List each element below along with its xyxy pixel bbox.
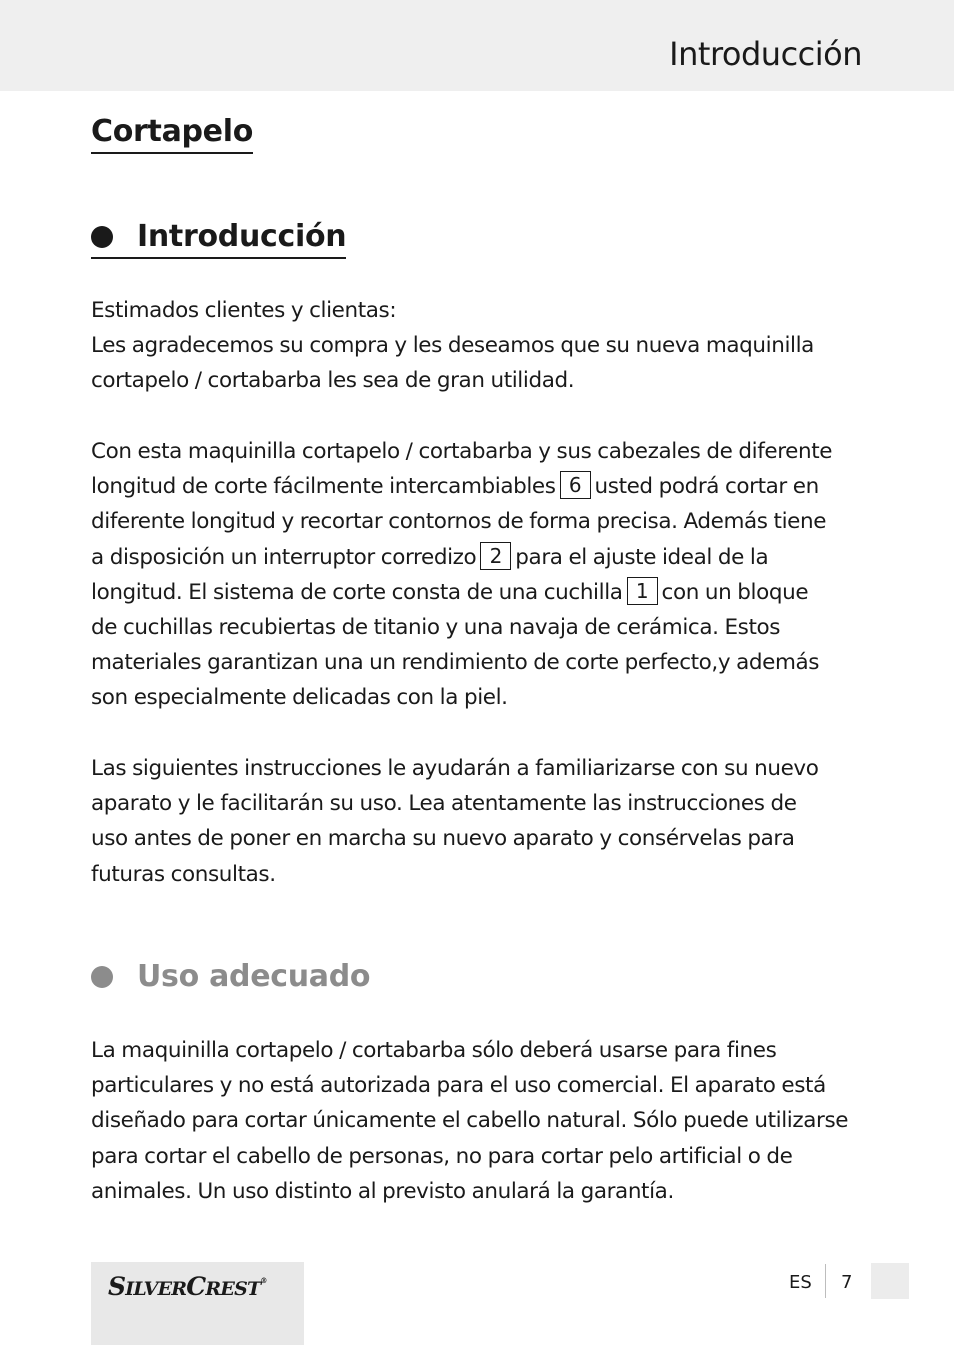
text-line: aparato y le facilitarán su uso. Lea atentamente las instrucciones de [91, 791, 797, 817]
text-line [91, 469, 863, 504]
text-line: futuras consultas. [91, 861, 276, 887]
text-line: de cuchillas recubiertas de titanio y una navaja de cerámica. Estos [91, 615, 781, 641]
text-line: Les agradecemos su compra y les deseamos que su nueva maquinilla [91, 333, 814, 359]
text-segment: longitud. El sistema de corte consta de una cuchilla [91, 579, 623, 605]
bullet-icon [91, 226, 113, 248]
text-line: Estimados clientes y clientas: [91, 298, 397, 323]
intro-instructions-paragraph [91, 751, 863, 892]
section-heading-label: Introducción [137, 219, 347, 254]
text-line: materiales garantizan una un rendimiento de corte perfecto,y además [91, 650, 820, 676]
footer-divider [825, 1264, 826, 1298]
text-line: Las siguientes instrucciones le ayudarán a familiarizarse con su nuevo [91, 756, 819, 781]
text-line: particulares y no está autorizada para el uso comercial. El aparato está [91, 1073, 826, 1099]
text-line: diferente longitud y recortar contornos de forma precisa. Además tiene [91, 509, 827, 535]
text-line: uso antes de poner en marcha su nuevo aparato y consérvelas para [91, 826, 795, 852]
text-line [91, 540, 863, 575]
intended-use-paragraph [91, 1033, 863, 1209]
text-segment: usted podrá cortar en [594, 474, 819, 500]
section-heading-label: Uso adecuado [137, 959, 371, 994]
text-segment: con un bloque [661, 579, 809, 605]
text-line: Con esta maquinilla cortapelo / cortabarba y sus cabezales de diferente [91, 439, 833, 464]
section-heading-introduccion [91, 219, 346, 259]
footer-tab-marker [871, 1263, 909, 1299]
page-number: 7 [841, 1272, 853, 1293]
section-heading-uso-adecuado [91, 959, 370, 995]
text-line: son especialmente delicadas con la piel. [91, 685, 508, 711]
text-line: La maquinilla cortapelo / cortabarba sólo deberá usarse para fines [91, 1038, 777, 1063]
text-line: diseñado para cortar únicamente el cabello natural. Sólo puede utilizarse [91, 1108, 849, 1134]
text-line: animales. Un uso distinto al previsto anulará la garantía. [91, 1178, 674, 1204]
document-title: Cortapelo [91, 114, 253, 154]
text-segment: longitud de corte fácilmente intercambiables [91, 474, 556, 500]
text-segment: para el ajuste ideal de la [515, 544, 769, 570]
brand-logo-wordmark: SILVERCREST® [108, 1272, 267, 1301]
intro-description-paragraph [91, 434, 863, 716]
intro-greeting-paragraph [91, 293, 863, 399]
text-line: cortapelo / cortabarba les sea de gran utilidad. [91, 368, 575, 394]
language-code: ES [789, 1272, 812, 1293]
text-line: para cortar el cabello de personas, no para cortar pelo artificial o de [91, 1143, 793, 1169]
text-segment: a disposición un interruptor corredizo [91, 544, 477, 570]
text-line [91, 575, 863, 610]
part-reference-1: 1 [627, 577, 658, 605]
page-header-title: Introducción [669, 35, 862, 73]
part-reference-6: 6 [560, 471, 591, 499]
brand-logo [91, 1262, 304, 1345]
part-reference-2: 2 [480, 542, 511, 570]
bullet-icon [91, 966, 113, 988]
